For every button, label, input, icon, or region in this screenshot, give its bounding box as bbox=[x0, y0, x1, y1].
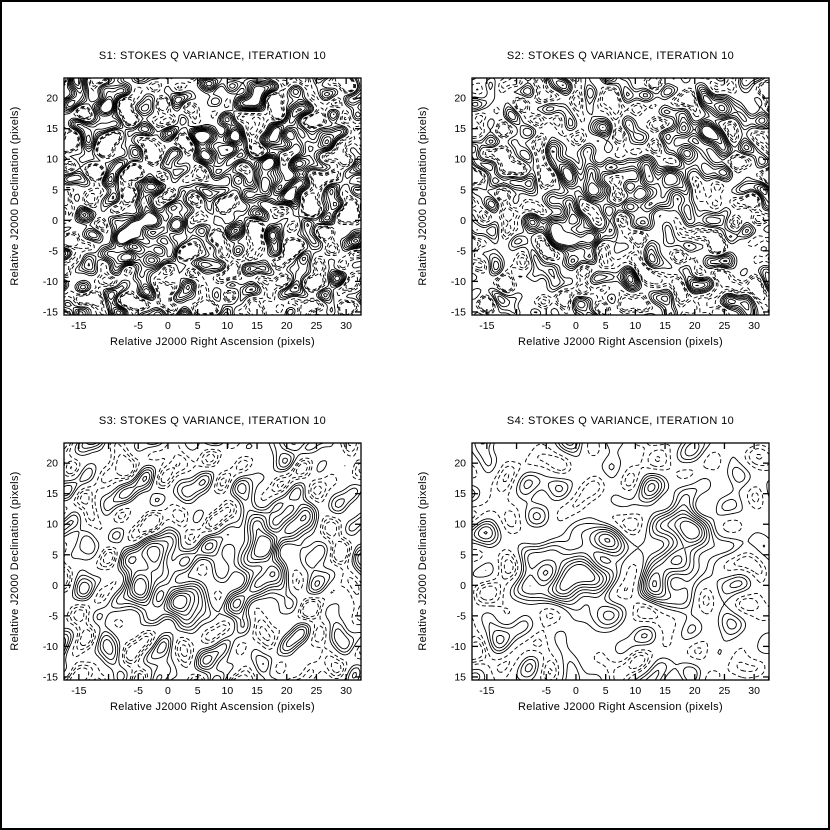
y-axis-label: Relative J2000 Declination (pixels) bbox=[417, 471, 429, 651]
x-tick-label: -15 bbox=[71, 685, 87, 697]
x-tick-label: 30 bbox=[748, 320, 760, 332]
x-tick-label: 20 bbox=[280, 320, 293, 332]
panel-s1 bbox=[0, 30, 405, 395]
x-tick-label: 30 bbox=[340, 685, 352, 697]
y-tick-label: 0 bbox=[460, 579, 466, 592]
y-tick-label: 10 bbox=[454, 518, 466, 531]
y-tick-label: 10 bbox=[46, 153, 58, 166]
y-tick-label: -5 bbox=[456, 245, 466, 258]
y-tick-label: 20 bbox=[46, 457, 58, 470]
x-tick-label: 25 bbox=[310, 320, 323, 332]
x-tick-label: 20 bbox=[688, 320, 701, 332]
x-tick-label: 5 bbox=[602, 685, 609, 697]
contour-level-5 bbox=[58, 437, 363, 664]
x-tick-label: 15 bbox=[251, 320, 263, 332]
y-tick-label: 5 bbox=[460, 549, 466, 562]
contour-level--3 bbox=[58, 437, 367, 686]
contour-level--2 bbox=[58, 437, 367, 686]
contour-level-3 bbox=[58, 437, 367, 686]
x-tick-label: 10 bbox=[221, 685, 234, 697]
y-tick-label: 20 bbox=[46, 92, 58, 105]
contour-level-2 bbox=[466, 437, 775, 686]
y-tick-label: 15 bbox=[46, 488, 58, 501]
x-tick-label: 30 bbox=[340, 320, 352, 332]
plot-box bbox=[64, 443, 361, 680]
y-tick-label: 10 bbox=[46, 518, 58, 531]
contour-level-1 bbox=[58, 437, 367, 686]
y-tick-label: 5 bbox=[52, 184, 58, 197]
y-tick-label: 0 bbox=[460, 214, 466, 227]
x-tick-label: 25 bbox=[310, 685, 323, 697]
contour-level--1 bbox=[466, 437, 775, 686]
x-tick-label: 20 bbox=[280, 685, 293, 697]
x-tick-label: 5 bbox=[194, 685, 201, 697]
x-tick-label: 25 bbox=[718, 320, 731, 332]
x-tick-label: 10 bbox=[221, 320, 234, 332]
x-axis-label: Relative J2000 Right Ascension (pixels) bbox=[518, 701, 723, 713]
panel-s4 bbox=[408, 395, 813, 760]
y-tick-label: 0 bbox=[52, 214, 58, 227]
panel-title: S4: STOKES Q VARIANCE, ITERATION 10 bbox=[506, 415, 735, 427]
y-tick-label: -15 bbox=[450, 306, 466, 319]
x-tick-label: -15 bbox=[479, 685, 495, 697]
x-tick-label: -5 bbox=[541, 685, 551, 697]
panel-title: S3: STOKES Q VARIANCE, ITERATION 10 bbox=[98, 415, 327, 427]
x-tick-label: 25 bbox=[718, 685, 731, 697]
contour-level-1 bbox=[58, 72, 367, 321]
x-tick-label: 20 bbox=[688, 685, 701, 697]
y-tick-label: 20 bbox=[454, 92, 466, 105]
x-tick-label: -15 bbox=[71, 320, 87, 332]
y-tick-label: -10 bbox=[42, 640, 58, 653]
y-tick-label: -5 bbox=[456, 610, 466, 623]
contour-level-3 bbox=[474, 437, 742, 686]
x-tick-label: 15 bbox=[251, 685, 263, 697]
x-tick-label: -15 bbox=[479, 320, 495, 332]
y-tick-label: 0 bbox=[52, 579, 58, 592]
contour-level--1 bbox=[58, 437, 367, 686]
x-tick-label: 0 bbox=[165, 685, 171, 697]
x-tick-label: 5 bbox=[602, 320, 609, 332]
y-tick-label: 20 bbox=[454, 457, 466, 470]
y-tick-label: 15 bbox=[454, 671, 466, 684]
y-axis-label: Relative J2000 Declination (pixels) bbox=[417, 106, 429, 286]
x-axis-label: Relative J2000 Right Ascension (pixels) bbox=[110, 701, 315, 713]
x-tick-label: 0 bbox=[165, 320, 171, 332]
y-tick-label: -10 bbox=[42, 275, 58, 288]
x-axis-label: Relative J2000 Right Ascension (pixels) bbox=[518, 336, 723, 348]
x-tick-label: -5 bbox=[133, 320, 143, 332]
panel-s3 bbox=[0, 395, 405, 760]
y-axis-label: Relative J2000 Declination (pixels) bbox=[9, 471, 21, 651]
y-tick-label: 15 bbox=[454, 123, 466, 136]
y-tick-label: 15 bbox=[454, 488, 466, 501]
y-tick-label: 5 bbox=[52, 549, 58, 562]
panel-title: S1: STOKES Q VARIANCE, ITERATION 10 bbox=[98, 50, 327, 62]
y-tick-label: -15 bbox=[42, 671, 58, 684]
x-tick-label: 0 bbox=[573, 685, 579, 697]
x-tick-label: -5 bbox=[133, 685, 143, 697]
contour-level-2 bbox=[58, 437, 367, 686]
y-tick-label: -5 bbox=[48, 610, 58, 623]
y-tick-label: 5 bbox=[460, 184, 466, 197]
x-tick-label: 10 bbox=[629, 685, 642, 697]
contour-level-1 bbox=[466, 437, 775, 686]
y-tick-label: 15 bbox=[46, 123, 58, 136]
y-tick-label: -10 bbox=[450, 275, 466, 288]
y-tick-label: -15 bbox=[42, 306, 58, 319]
y-tick-label: -5 bbox=[48, 245, 58, 258]
x-tick-label: 0 bbox=[573, 320, 579, 332]
contour-level--2 bbox=[466, 437, 772, 686]
x-axis-label: Relative J2000 Right Ascension (pixels) bbox=[110, 336, 315, 348]
x-tick-label: 15 bbox=[659, 685, 671, 697]
x-tick-label: -5 bbox=[541, 320, 551, 332]
x-tick-label: 5 bbox=[194, 320, 201, 332]
contour-level--3 bbox=[466, 455, 762, 675]
panel-title: S2: STOKES Q VARIANCE, ITERATION 10 bbox=[506, 50, 735, 62]
x-tick-label: 15 bbox=[659, 320, 671, 332]
x-tick-label: 30 bbox=[748, 685, 760, 697]
y-axis-label: Relative J2000 Declination (pixels) bbox=[9, 106, 21, 286]
y-tick-label: -10 bbox=[450, 640, 466, 653]
x-tick-label: 10 bbox=[629, 320, 642, 332]
y-tick-label: 10 bbox=[454, 153, 466, 166]
panel-s2 bbox=[408, 30, 813, 395]
